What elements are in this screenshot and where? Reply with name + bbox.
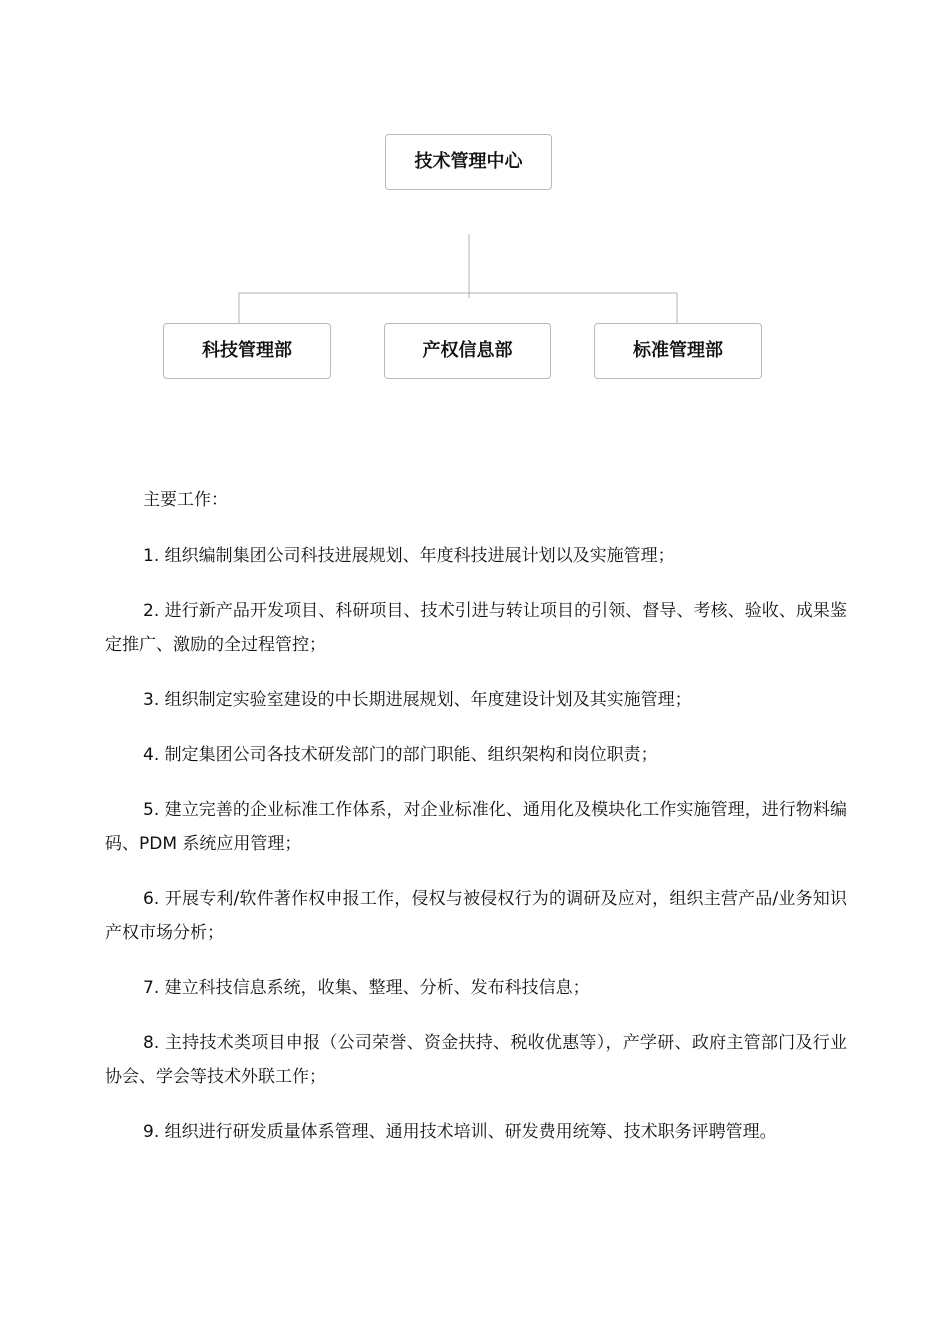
duty-item: 4. 制定集团公司各技术研发部门的部门职能、组织架构和岗位职责； [143, 745, 658, 765]
main-duties-section [105, 483, 847, 1170]
org-node-child: 标准管理部 [594, 323, 762, 379]
org-node-root: 技术管理中心 [385, 134, 552, 190]
duty-item: 8. 主持技术类项目申报（公司荣誉、资金扶持、税收优惠等），产学研、政府主管部门及行业协会、学会等技术外联工作； [105, 1033, 847, 1087]
duty-item: 6. 开展专利/软件著作权申报工作，侵权与被侵权行为的调研及应对，组织主营产品/业务知识产权市场分析； [105, 889, 847, 943]
org-node-child: 科技管理部 [163, 323, 331, 379]
duty-item: 2. 进行新产品开发项目、科研项目、技术引进与转让项目的引领、督导、考核、验收、成果鉴定推广、激励的全过程管控； [105, 601, 847, 655]
org-node-child: 产权信息部 [384, 323, 551, 379]
duty-item: 3. 组织制定实验室建设的中长期进展规划、年度建设计划及其实施管理； [143, 690, 692, 710]
duty-item: 9. 组织进行研发质量体系管理、通用技术培训、研发费用统筹、技术职务评聘管理。 [143, 1122, 777, 1142]
duty-item: 5. 建立完善的企业标准工作体系，对企业标准化、通用化及模块化工作实施管理，进行物料编码、PDM 系统应用管理； [105, 800, 847, 854]
org-chart [0, 0, 950, 420]
duty-item: 7. 建立科技信息系统，收集、整理、分析、发布科技信息； [143, 978, 590, 998]
duty-item: 1. 组织编制集团公司科技进展规划、年度科技进展计划以及实施管理； [143, 546, 675, 566]
section-heading: 主要工作： [143, 490, 228, 510]
